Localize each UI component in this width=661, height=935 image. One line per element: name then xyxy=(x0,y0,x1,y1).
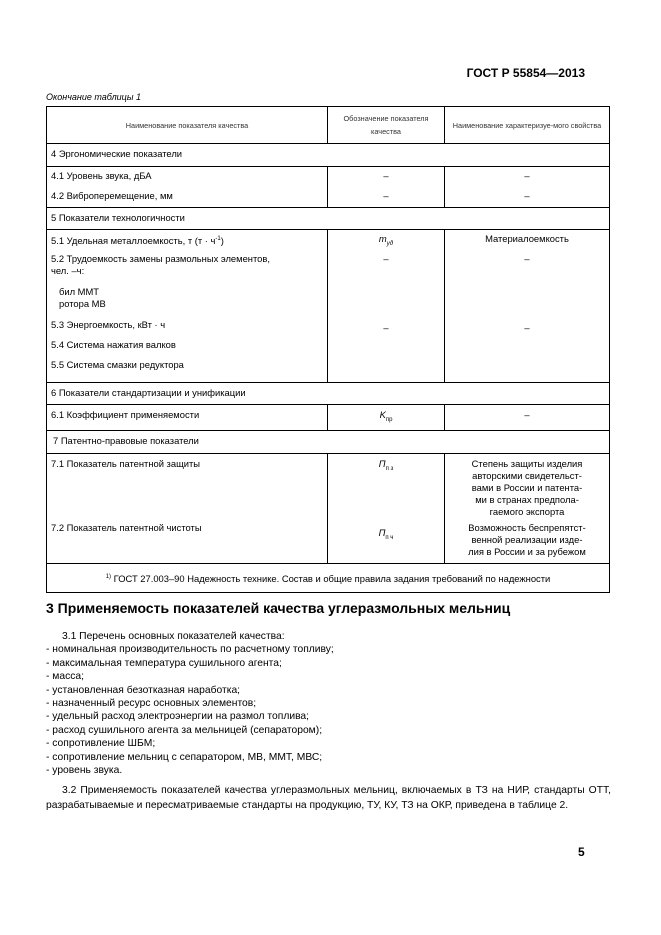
cell: вами в России и патента- xyxy=(471,481,583,493)
cell: 5.4 Система нажатия валков xyxy=(51,339,176,350)
list-item: - сопротивление ШБМ; xyxy=(46,738,156,750)
table-row xyxy=(47,405,610,431)
cell: 4.1 Уровень звука, дБА xyxy=(51,170,152,181)
cell: – xyxy=(445,405,610,431)
list-item: - назначенный ресурс основных элементов; xyxy=(46,698,257,710)
list-item: - удельный расход электроэнергии на размол топлива; xyxy=(46,711,310,723)
section-row: 4 Эргономические показатели xyxy=(47,144,610,167)
symbol: $K_{пр}$ xyxy=(328,405,445,431)
list-item: - масса; xyxy=(46,671,84,683)
list-item: - установленная безотказная наработка; xyxy=(46,684,241,696)
cell: – xyxy=(383,190,389,201)
cell: бил ММТ xyxy=(59,286,100,297)
cell: – xyxy=(524,190,530,201)
cell: венной реализации изде- xyxy=(471,533,583,545)
table-row xyxy=(47,167,610,208)
list-item: - номинальная производительность по расчетному топливу; xyxy=(46,644,334,656)
symbol: $П_{п з}$ xyxy=(378,457,394,472)
indicator-list xyxy=(46,630,334,777)
list-item: - максимальная температура сушильного агента; xyxy=(46,657,282,669)
cell: ми в странах предпола- xyxy=(475,493,579,505)
cell: авторскими свидетельст- xyxy=(472,469,582,481)
column-header: Обозначение показателя качества xyxy=(328,107,445,144)
table-row xyxy=(47,453,610,563)
cell: 4.2 Виброперемещение, мм xyxy=(51,190,173,201)
symbol: $m_{уд}$ xyxy=(378,233,394,247)
cell: – xyxy=(524,253,530,264)
cell: ротора МВ xyxy=(59,298,106,309)
table-caption: Окончание таблицы 1 xyxy=(46,92,141,102)
section-row: 7 Патентно-правовые показатели xyxy=(47,430,610,453)
cell: лия в России и за рубежом xyxy=(468,545,586,557)
cell: – xyxy=(383,170,389,181)
cell: 5.2 Трудоемкость замены размольных элементов, xyxy=(51,253,270,264)
cell: Возможность беспрепятст- xyxy=(468,521,586,533)
footnote: $^{1)}$ ГОСТ 27.003–90 Надежность технике. Состав и общие правила задания требований по надежности xyxy=(47,563,610,592)
cell: 7.2 Показатель патентной чистоты xyxy=(51,521,202,533)
list-item: - уровень звука. xyxy=(46,765,123,777)
column-header: Наименование характеризуе-мого свойства xyxy=(445,107,610,144)
cell: – xyxy=(524,322,530,333)
list-item: 3.1 Перечень основных показателей качества: xyxy=(62,631,285,642)
symbol: $П_{п ч}$ xyxy=(378,526,394,541)
cell: – xyxy=(524,170,530,181)
page-number: 5 xyxy=(578,845,585,859)
section-title: 3 Применяемость показателей качества углеразмольных мельниц xyxy=(46,600,511,616)
cell: 6.1 Коэффициент применяемости xyxy=(47,405,328,431)
table-row xyxy=(47,230,610,383)
table-header-row xyxy=(47,107,610,144)
cell: чел. –ч: xyxy=(51,265,85,276)
column-header: Наименование показателя качества xyxy=(47,107,328,144)
cell: Материалоемкость xyxy=(485,233,569,244)
paragraph-3-2: 3.2 Применяемость показателей качества углеразмольных мельниц, включаемых в ТЗ на НИР, стандарты ОТТ, разрабатываемые и пересматриваемые стандарты на продукцию, ТУ, КУ, ТЗ на ОКР, приведена в таблице 2. xyxy=(46,785,611,811)
document-code: ГОСТ Р 55854—2013 xyxy=(466,66,585,80)
section-row: 5 Показатели технологичности xyxy=(47,208,610,230)
cell: 5.1 Удельная металлоемкость, т $(т \cdot ч^{-1})$ xyxy=(51,235,224,247)
list-item: - расход сушильного агента за мельницей (сепаратором); xyxy=(46,724,323,736)
cell: 7.1 Показатель патентной защиты xyxy=(51,457,201,469)
cell: – xyxy=(383,322,389,333)
list-item: - сопротивление мельниц с сепаратором, МВ, ММТ, МВС; xyxy=(46,751,323,763)
cell: 5.5 Система смазки редуктора xyxy=(51,359,184,370)
cell: гаемого экспорта xyxy=(489,505,565,517)
section-row: 6 Показатели стандартизации и унификации xyxy=(47,383,610,405)
cell: Степень защиты изделия xyxy=(471,457,583,469)
cell: – xyxy=(383,253,389,264)
cell: 5.3 Энергоемкость, кВт · ч xyxy=(51,319,166,330)
quality-indicators-table xyxy=(46,106,610,593)
